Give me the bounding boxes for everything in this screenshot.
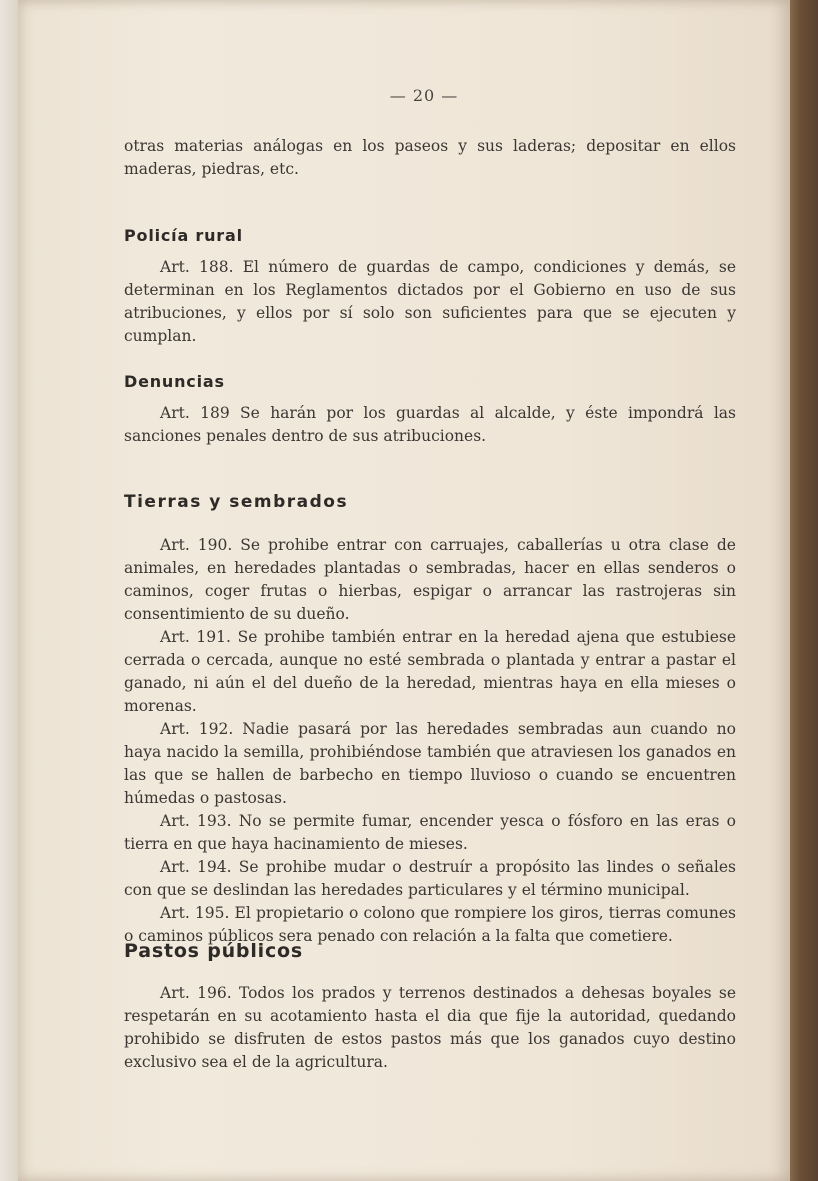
article-190: Art. 190. Se prohibe entrar con carruajes, caballerías u otra clase de animales, en heredades plantadas o sembradas, hacer en ellas senderos o caminos, coger frutas o hierbas, espigar o arrancar las rastrojeras sin consentimiento de su dueño.: [124, 536, 736, 623]
section-pastos-publicos: [124, 982, 736, 1074]
intro-paragraph: otras materias análogas en los paseos y sus laderas; depositar en ellos maderas, piedras, etc.: [124, 137, 736, 178]
article-196: Art. 196. Todos los prados y terrenos destinados a dehesas boyales se respetarán en su acotamiento hasta el dia que fije la autoridad, quedando prohibido se disfruten de estos pastos más que los ganados cuyo destino exclusivo sea el de la agricultura.: [124, 984, 736, 1071]
section-policia-rural: [124, 256, 736, 348]
article-188: Art. 188. El número de guardas de campo, condiciones y demás, se determinan en los Reglamentos dictados por el Gobierno en uso de sus atribuciones, y ellos por sí solo son suficientes para que se ejecuten y cumplan.: [124, 258, 736, 345]
page-number: — 20 —: [389, 86, 459, 105]
article-191: Art. 191. Se prohibe también entrar en la heredad ajena que estubiese cerrada o cercada, aunque no esté sembrada o plantada y entrar a pastar el ganado, ni aún el del dueño de la heredad, mientras haya en ella mieses o morenas.: [124, 628, 736, 715]
article-192: Art. 192. Nadie pasará por las heredades sembradas aun cuando no haya nacido la semilla, prohibiéndose también que atraviesen los ganados en las que se hallen de barbecho en tiempo lluvioso o cuando se encuentren húmedas o pastosas.: [124, 720, 736, 807]
book-spine-edge: [788, 0, 818, 1181]
section-denuncias: [124, 402, 736, 448]
article-189: Art. 189 Se harán por los guardas al alcalde, y éste impondrá las sanciones penales dentro de sus atribuciones.: [124, 404, 736, 445]
section-tierras-sembrados: [124, 534, 736, 948]
heading-pastos-publicos: Pastos públicos: [124, 940, 303, 962]
heading-tierras-sembrados: Tierras y sembrados: [124, 492, 349, 512]
heading-denuncias: Denuncias: [124, 372, 225, 391]
article-193: Art. 193. No se permite fumar, encender yesca o fósforo en las eras o tierra en que haya hacinamiento de mieses.: [124, 812, 736, 853]
article-194: Art. 194. Se prohibe mudar o destruír a propósito las lindes o señales con que se deslindan las heredades particulares y el término municipal.: [124, 858, 736, 899]
intro-block: [124, 135, 736, 181]
document-page: [18, 0, 790, 1181]
article-195: Art. 195. El propietario o colono que rompiere los giros, tierras comunes o caminos públicos sera penado con relación a la falta que cometiere.: [124, 904, 736, 945]
heading-policia-rural: Policía rural: [124, 226, 243, 245]
